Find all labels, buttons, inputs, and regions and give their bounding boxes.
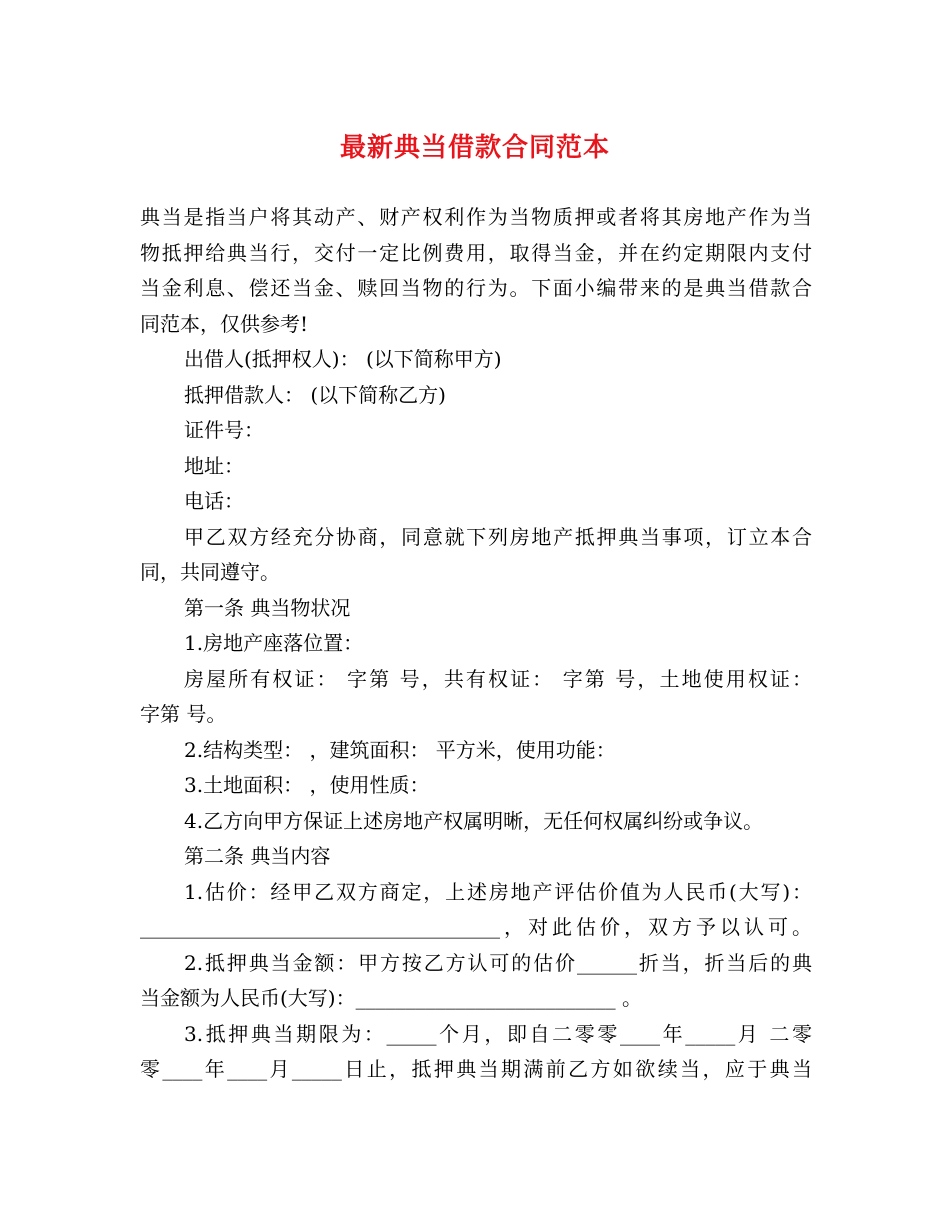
paragraph-line: 甲乙双方经充分协商，同意就下列房地产抵押典当事项，订立本合 bbox=[184, 524, 812, 549]
article-heading: 第一条 典当物状况 bbox=[184, 595, 351, 620]
id-number-line: 证件号： bbox=[184, 418, 264, 442]
address-line: 地址： bbox=[184, 453, 244, 478]
clause-line: 3.土地面积： ，使用性质： bbox=[184, 773, 430, 797]
clause-line: 1.房地产座落位置： bbox=[184, 631, 364, 655]
paragraph-line: 典当是指当户将其动产、财产权利作为当物质押或者将其房地产作为当 bbox=[140, 205, 812, 229]
document-body bbox=[140, 200, 812, 1088]
paragraph-line: 物抵押给典当行，交付一定比例费用，取得当金，并在约定期限内支付 bbox=[140, 240, 812, 265]
clause-line: 零____年____月_____日止，抵押典当期满前乙方如欲续当，应于典当 bbox=[140, 1057, 812, 1081]
clause-line: 2.结构类型： ，建筑面积： 平方米，使用功能： bbox=[184, 737, 616, 762]
clause-line: 2.抵押典当金额：甲方按乙方认可的估价______折当，折当后的典 bbox=[184, 950, 812, 975]
clause-line: 4.乙方向甲方保证上述房地产权属明晰，无任何权属纠纷或争议。 bbox=[184, 808, 764, 833]
clause-line: 字第 号。 bbox=[140, 702, 227, 726]
phone-line: 电话： bbox=[184, 489, 244, 513]
clause-line: 当金额为人民币(大写)：__________________________ 。 bbox=[140, 986, 642, 1010]
paragraph-line: 当金利息、偿还当金、赎回当物的行为。下面小编带来的是典当借款合 bbox=[140, 276, 812, 300]
article-heading: 第二条 典当内容 bbox=[184, 844, 331, 868]
clause-line: 1.估价：经甲乙双方商定，上述房地产评估价值为人民币(大写)： bbox=[184, 879, 812, 904]
document-title: 最新典当借款合同范本 bbox=[339, 133, 610, 163]
borrower-line: 抵押借款人： (以下简称乙方) bbox=[184, 382, 446, 407]
paragraph-line: 同范本，仅供参考! bbox=[140, 311, 309, 336]
paragraph-line: 同，共同遵守。 bbox=[140, 560, 280, 584]
clause-line: 房屋所有权证： 字第 号，共有权证： 字第 号，土地使用权证： bbox=[184, 666, 812, 691]
clause-line: ____________________________________，对此估价，双方予以认可。 bbox=[140, 915, 812, 939]
lender-line: 出借人(抵押权人)： (以下简称甲方) bbox=[184, 347, 502, 371]
clause-line: 3.抵押典当期限为：_____个月，即自二零零____年_____月 二零 bbox=[184, 1021, 812, 1046]
